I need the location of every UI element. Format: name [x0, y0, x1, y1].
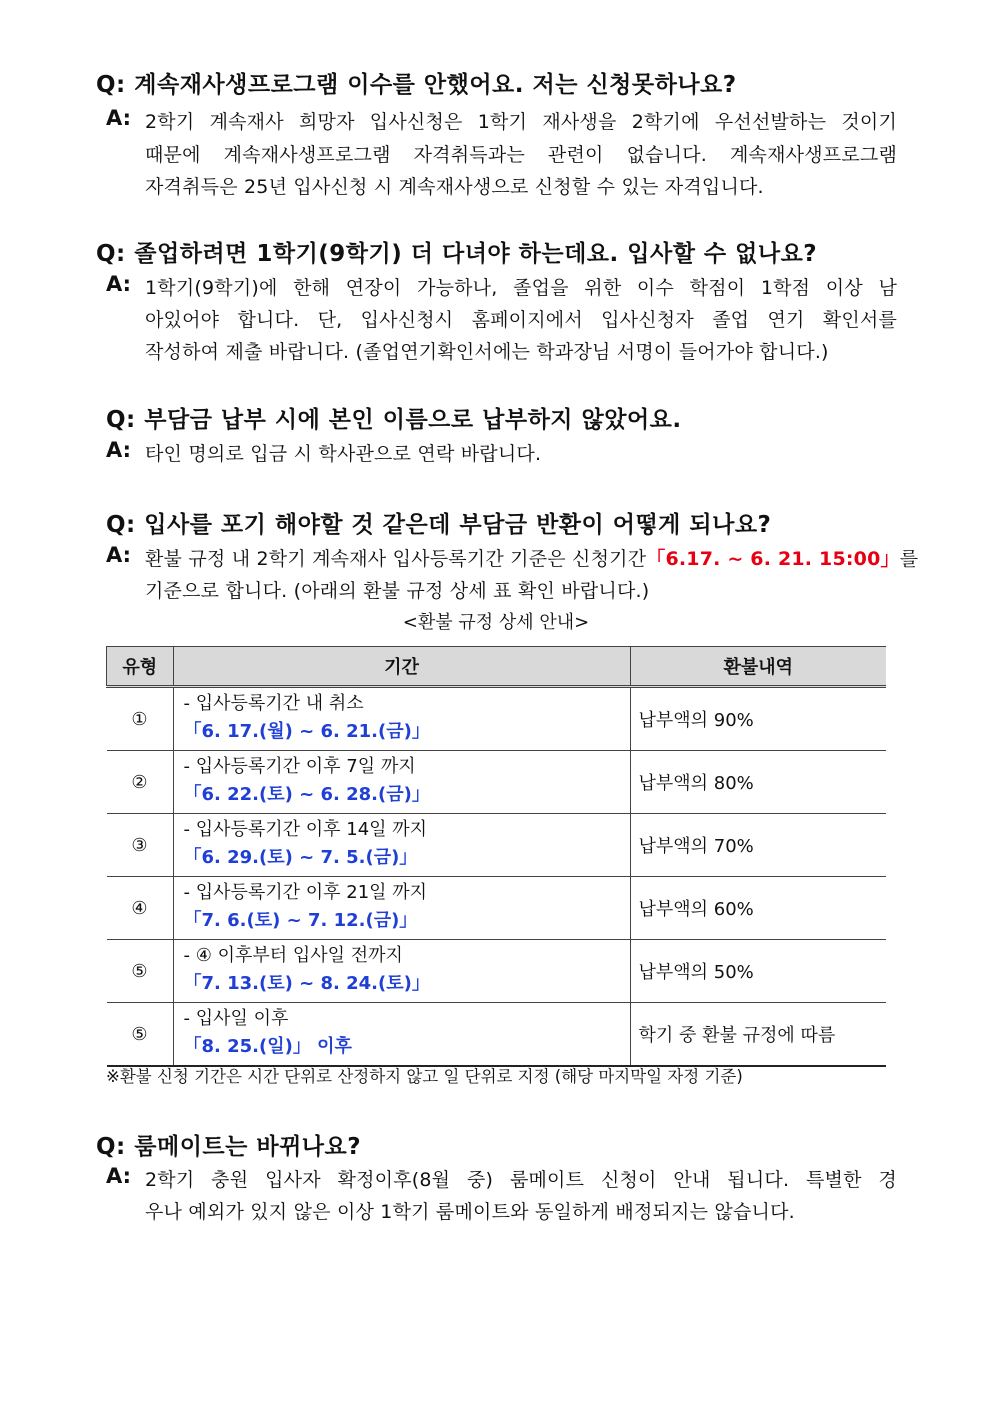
row-period	[173, 877, 630, 940]
refund-table-caption: <환불 규정 상세 안내>	[402, 612, 590, 633]
period-description: - ④ 이후부터 입사일 전까지	[183, 945, 403, 966]
row-period	[173, 1003, 630, 1067]
answer-3-label: A:	[106, 438, 132, 462]
row-period	[173, 814, 630, 877]
period-range: 「6. 29.(토) ~ 7. 5.(금)」	[183, 847, 418, 868]
header-refund: 환불내역	[630, 647, 886, 687]
period-range: 「7. 13.(토) ~ 8. 24.(토)」	[183, 973, 430, 994]
answer-4-line-2: 기준으로 합니다. (아래의 환불 규정 상세 표 확인 바랍니다.)	[145, 580, 650, 602]
row-refund: 납부액의 50%	[630, 940, 886, 1003]
question-3: Q: 부담금 납부 시에 본인 이름으로 납부하지 않았어요.	[106, 407, 682, 433]
question-2: Q: 졸업하려면 1학기(9학기) 더 다녀야 하는데요. 입사할 수 없나요?	[96, 241, 818, 267]
header-type: 유형	[107, 647, 174, 687]
answer-5-line-2: 우나 예외가 있지 않은 이상 1학기 룸메이트와 동일하게 배정되지는 않습니다.	[145, 1201, 795, 1223]
answer-2-line-2: 아있어야 합니다. 단, 입사신청시 홈페이지에서 입사신청자 졸업 연기 확인서를	[145, 309, 898, 331]
row-type: ①	[107, 687, 174, 751]
row-type: ⑤	[107, 1003, 174, 1067]
answer-4-label: A:	[106, 543, 132, 567]
answer-5-line-1: 2학기 충원 입사자 확정이후(8월 중) 룸메이트 신청이 안내 됩니다. 특별한 경	[145, 1169, 897, 1191]
period-range: 「6. 22.(토) ~ 6. 28.(금)」	[183, 784, 430, 805]
period-description: - 입사등록기간 이후 14일 까지	[183, 819, 428, 840]
row-refund: 학기 중 환불 규정에 따름	[630, 1003, 886, 1067]
row-refund: 납부액의 60%	[630, 877, 886, 940]
table-row	[107, 751, 887, 814]
row-type: ②	[107, 751, 174, 814]
table-row	[107, 940, 887, 1003]
row-period	[173, 940, 630, 1003]
period-range: 「6. 17.(월) ~ 6. 21.(금)」	[183, 721, 430, 742]
answer-1-line-1: 2학기 계속재사 희망자 입사신청은 1학기 재사생을 2학기에 우선선발하는 것이기	[145, 111, 897, 133]
answer-1-label: A:	[106, 106, 132, 130]
period-description: - 입사등록기간 내 취소	[183, 693, 364, 714]
period-description: - 입사등록기간 이후 7일 까지	[183, 756, 416, 777]
row-period	[173, 687, 630, 751]
table-row	[107, 814, 887, 877]
answer-3-line-1: 타인 명의로 입금 시 학사관으로 연락 바랍니다.	[145, 443, 542, 465]
answer-1-line-2: 때문에 계속재사생프로그램 자격취득과는 관련이 없습니다. 계속재사생프로그램	[145, 144, 897, 166]
row-type: ④	[107, 877, 174, 940]
table-row	[107, 687, 887, 751]
application-period-highlight: 「6.17. ~ 6. 21. 15:00」	[646, 548, 900, 570]
row-type: ⑤	[107, 940, 174, 1003]
answer-2-label: A:	[106, 272, 132, 296]
row-refund: 납부액의 70%	[630, 814, 886, 877]
answer-1-line-3: 자격취득은 25년 입사신청 시 계속재사생으로 신청할 수 있는 자격입니다.	[145, 176, 764, 198]
period-description: - 입사일 이후	[183, 1008, 289, 1029]
header-period: 기간	[173, 647, 630, 687]
row-type: ③	[107, 814, 174, 877]
answer-4-line-1-pre: 환불 규정 내 2학기 계속재사 입사등록기간 기준은 신청기간	[145, 548, 647, 570]
period-range: 「7. 6.(토) ~ 7. 12.(금)」	[183, 910, 418, 931]
period-range: 「8. 25.(일)」 이후	[183, 1036, 352, 1057]
refund-table-note: ※환불 신청 기간은 시간 단위로 산정하지 않고 일 단위로 지정 (해당 마지막일 자정 기준)	[106, 1067, 743, 1086]
question-1: Q: 계속재사생프로그램 이수를 안했어요. 저는 신청못하나요?	[96, 72, 737, 98]
answer-2-line-3: 작성하여 제출 바랍니다. (졸업연기확인서에는 학과장님 서명이 들어가야 합니다.)	[145, 341, 829, 363]
table-row	[107, 1003, 887, 1067]
refund-table	[106, 646, 886, 1067]
answer-2-line-1: 1학기(9학기)에 한해 연장이 가능하나, 졸업을 위한 이수 학점이 1학점 이상 남	[145, 277, 897, 299]
answer-5-label: A:	[106, 1164, 132, 1188]
refund-table-header-row	[107, 647, 887, 687]
answer-4-line-1	[145, 544, 918, 571]
row-refund: 납부액의 80%	[630, 751, 886, 814]
period-description: - 입사등록기간 이후 21일 까지	[183, 882, 428, 903]
question-4: Q: 입사를 포기 해야할 것 같은데 부담금 반환이 어떻게 되나요?	[106, 512, 772, 538]
row-period	[173, 751, 630, 814]
answer-4-line-1-post: 를	[899, 548, 919, 570]
question-5: Q: 룸메이트는 바뀌나요?	[96, 1134, 362, 1160]
table-row	[107, 877, 887, 940]
row-refund: 납부액의 90%	[630, 687, 886, 751]
